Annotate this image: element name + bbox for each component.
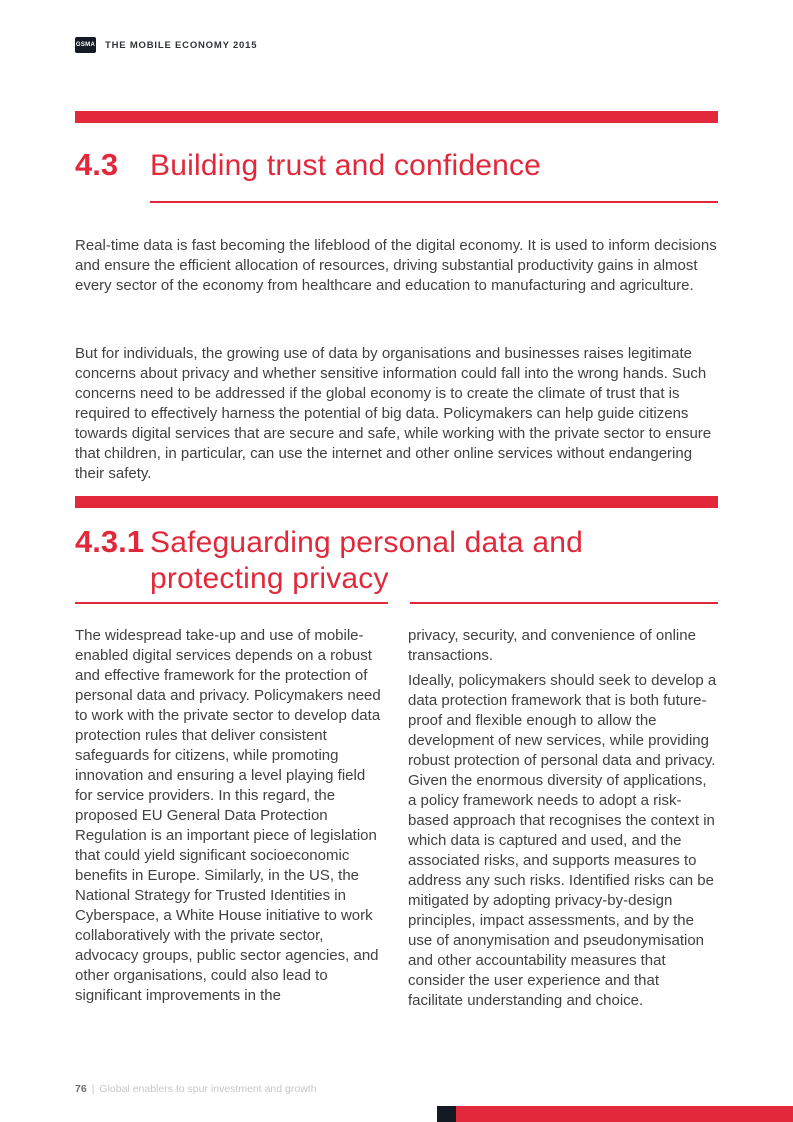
section-divider-bar <box>75 111 718 123</box>
body-paragraph: privacy, security, and convenience of online transactions. <box>408 627 696 664</box>
footer-separator: | <box>91 1083 95 1095</box>
subsection-heading-rule-left <box>75 602 388 604</box>
subsection-title: Safeguarding personal data and protecting privacy <box>150 526 584 595</box>
subsection-number: 4.3.1 <box>75 524 144 559</box>
subsection-divider-bar <box>75 496 718 508</box>
section-number: 4.3 <box>75 147 119 182</box>
page-header <box>75 37 257 53</box>
page-number: 76 <box>75 1083 87 1095</box>
gsma-logo-icon: GSMA <box>75 37 96 53</box>
bottom-edge-red-bar <box>456 1106 793 1122</box>
footer-caption: Global enablers to spur investment and growth <box>99 1083 317 1095</box>
section-title: Building trust and confidence <box>150 149 542 182</box>
section-heading-rule <box>150 201 718 203</box>
left-column <box>75 626 385 1011</box>
section-heading <box>75 147 718 183</box>
subsection-heading <box>75 524 718 597</box>
page-footer <box>75 1083 317 1095</box>
subsection-heading-rule-right <box>410 602 718 604</box>
body-paragraph: But for individuals, the growing use of data by organisations and businesses raises legitimate concerns about privacy and whether sensitive information could fall into the wrong hands. Such concerns need to be addressed if the global economy is to create the climate of trust that is required to effectively harness the potential of big data. Policymakers can help guide citizens towards digital services that are secure and safe, while working with the private sector to ensure that children, in particular, can use the internet and other online services without endangering their safety. <box>75 345 712 482</box>
bottom-edge-dark-bar <box>437 1106 456 1122</box>
body-paragraph: Real-time data is fast becoming the lifeblood of the digital economy. It is used to inform decisions and ensure the efficient allocation of resources, driving substantial productivity gains in almost every sector of the economy from healthcare and education to manufacturing and agriculture. <box>75 237 717 294</box>
two-column-body <box>75 626 718 1011</box>
report-title: THE MOBILE ECONOMY 2015 <box>105 39 258 51</box>
body-paragraph: The widespread take-up and use of mobile-enabled digital services depends on a robust and effective framework for the protection of personal data and privacy. Policymakers need to work with the private sector to develop data protection rules that deliver consistent safeguards for citizens, while promoting innovation and ensuring a level playing field for service providers. In this regard, the proposed EU General Data Protection Regulation is an important piece of legislation that could yield significant socioeconomic benefits in Europe. Similarly, in the US, the National Strategy for Trusted Identities in Cyberspace, a White House initiative to work collaboratively with the private sector, advocacy groups, public sector agencies, and other organisations, could also lead to significant improvements in the <box>75 627 381 1004</box>
right-column <box>408 626 718 1011</box>
body-paragraph: Ideally, policymakers should seek to develop a data protection framework that is both future-proof and flexible enough to allow the development of new services, while providing robust protection of personal data and privacy. Given the enormous diversity of applications, a policy framework needs to adopt a risk-based approach that recognises the context in which data is captured and used, and the associated risks, and supports measures to address any such risks. Identified risks can be mitigated by adopting privacy-by-design principles, impact assessments, and by the use of anonymisation and pseudonymisation and other accountability measures that consider the user experience and that facilitate understanding and choice. <box>408 672 717 1009</box>
